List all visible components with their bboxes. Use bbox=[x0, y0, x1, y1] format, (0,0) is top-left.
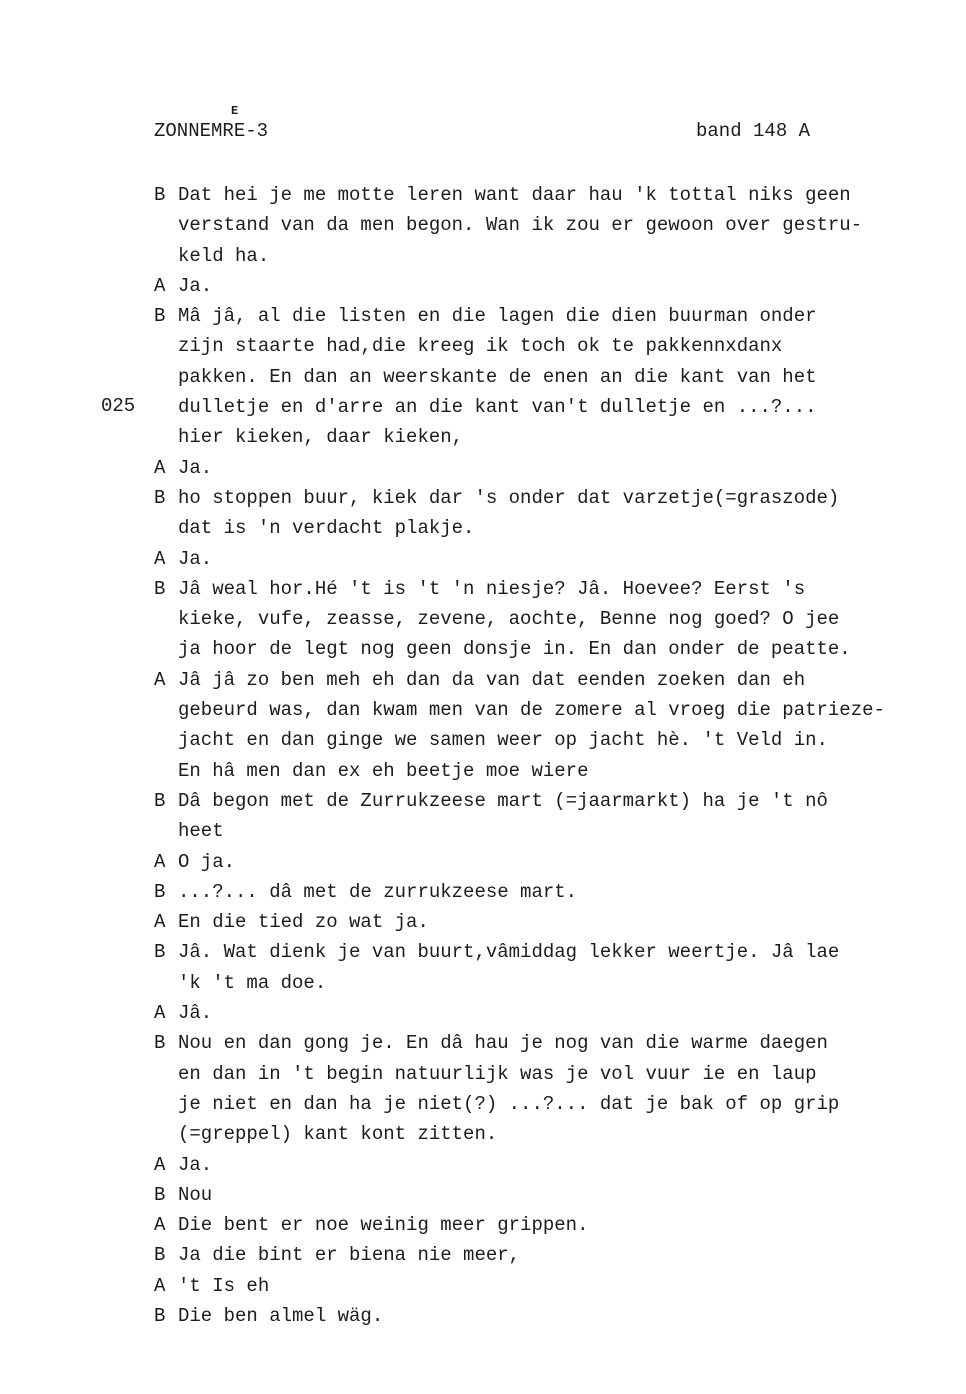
speaker-label: A bbox=[154, 911, 166, 934]
transcript-turn bbox=[154, 180, 934, 271]
utterance-line: ...?... dâ met de zurrukzeese mart. bbox=[178, 880, 578, 903]
transcript-turn bbox=[154, 1210, 934, 1240]
utterance bbox=[178, 847, 934, 877]
utterance-line: heet bbox=[178, 820, 224, 843]
utterance-line: Nou bbox=[178, 1183, 213, 1206]
transcript-turn bbox=[154, 301, 934, 452]
utterance bbox=[178, 786, 934, 847]
title-text: ZONNEMRE-3 bbox=[154, 120, 269, 142]
utterance bbox=[178, 544, 934, 574]
speaker-label: A bbox=[154, 456, 166, 479]
utterance-line: Jâ jâ zo ben meh eh dan da van dat eenden zoeken dan eh bbox=[178, 668, 806, 691]
transcript-turn bbox=[154, 937, 934, 998]
transcript-turn bbox=[154, 907, 934, 937]
speaker-label: B bbox=[154, 1304, 166, 1327]
utterance-line: Mâ jâ, al die listen en die lagen die dien buurman onder bbox=[178, 305, 817, 328]
speaker-label: B bbox=[154, 1183, 166, 1206]
speaker-label: A bbox=[154, 850, 166, 873]
speaker-label: A bbox=[154, 668, 166, 691]
speaker-label: B bbox=[154, 305, 166, 328]
utterance-line: pakken. En dan an weerskante de enen an die kant van het bbox=[178, 365, 817, 388]
utterance bbox=[178, 301, 934, 452]
utterance bbox=[178, 1271, 934, 1301]
transcript-turn bbox=[154, 877, 934, 907]
transcript-turn bbox=[154, 665, 934, 786]
transcript-turn bbox=[154, 1150, 934, 1180]
utterance bbox=[178, 180, 934, 271]
utterance bbox=[178, 1028, 934, 1149]
utterance bbox=[178, 1301, 934, 1331]
utterance-line: En hâ men dan ex eh beetje moe wiere bbox=[178, 759, 589, 782]
speaker-label: B bbox=[154, 880, 166, 903]
transcript bbox=[154, 180, 934, 1331]
speaker-label: B bbox=[154, 577, 166, 600]
utterance-line: je niet en dan ha je niet(?) ...?... dat je bak of op grip bbox=[178, 1092, 840, 1115]
utterance bbox=[178, 665, 934, 786]
utterance-line: dulletje en d'arre an die kant van't dulletje en ...?... bbox=[178, 396, 817, 419]
utterance bbox=[178, 271, 934, 301]
utterance-line: jacht en dan ginge we samen weer op jacht hè. 't Veld in. bbox=[178, 729, 828, 752]
transcript-turn bbox=[154, 574, 934, 665]
utterance bbox=[178, 483, 934, 544]
utterance bbox=[178, 1180, 934, 1210]
speaker-label: A bbox=[154, 1002, 166, 1025]
tape-reference: band 148 A bbox=[696, 120, 811, 142]
transcript-turn bbox=[154, 453, 934, 483]
utterance-line: en dan in 't begin natuurlijk was je vol vuur ie en laup bbox=[178, 1062, 817, 1085]
utterance-line: Dat hei je me motte leren want daar hau 'k tottal niks geen bbox=[178, 184, 851, 206]
utterance-line: Dâ begon met de Zurrukzeese mart (=jaarmarkt) ha je 't nô bbox=[178, 789, 828, 812]
speaker-label: A bbox=[154, 274, 166, 297]
utterance bbox=[178, 998, 934, 1028]
utterance-line: Die ben almel wäg. bbox=[178, 1304, 384, 1327]
speaker-label: A bbox=[154, 1153, 166, 1176]
transcript-turn bbox=[154, 847, 934, 877]
utterance-line: dat is 'n verdacht plakje. bbox=[178, 517, 475, 540]
transcript-turn bbox=[154, 786, 934, 847]
utterance bbox=[178, 1150, 934, 1180]
transcript-turn bbox=[154, 998, 934, 1028]
utterance bbox=[178, 877, 934, 907]
utterance-line: gebeurd was, dan kwam men van de zomere al vroeg die patrieze- bbox=[178, 699, 885, 722]
utterance-line: verstand van da men begon. Wan ik zou er gewoon over gestru- bbox=[178, 214, 863, 237]
line-marker: 025 bbox=[101, 395, 136, 417]
transcript-turn bbox=[154, 1301, 934, 1331]
utterance-line: Jâ. bbox=[178, 1002, 213, 1025]
title-handwritten-correction: E bbox=[231, 104, 239, 118]
utterance-line: kieke, vufe, zeasse, zevene, aochte, Benne nog goed? O jee bbox=[178, 608, 840, 631]
utterance-line: hier kieken, daar kieken, bbox=[178, 426, 464, 449]
utterance bbox=[178, 937, 934, 998]
utterance-line: Die bent er noe weinig meer grippen. bbox=[178, 1214, 589, 1237]
transcript-turn bbox=[154, 1271, 934, 1301]
utterance bbox=[178, 1240, 934, 1270]
utterance-line: keld ha. bbox=[178, 244, 270, 267]
utterance bbox=[178, 453, 934, 483]
transcript-turn bbox=[154, 1180, 934, 1210]
speaker-label: B bbox=[154, 1032, 166, 1055]
utterance-line: En die tied zo wat ja. bbox=[178, 911, 429, 934]
speaker-label: A bbox=[154, 1274, 166, 1297]
transcript-turn bbox=[154, 483, 934, 544]
utterance-line: (=greppel) kant kont zitten. bbox=[178, 1123, 498, 1146]
speaker-label: B bbox=[154, 941, 166, 964]
document-title bbox=[154, 104, 269, 142]
utterance-line: Nou en dan gong je. En dâ hau je nog van die warme daegen bbox=[178, 1032, 828, 1055]
transcript-turn bbox=[154, 1240, 934, 1270]
speaker-label: B bbox=[154, 789, 166, 812]
utterance-line: Ja. bbox=[178, 274, 213, 297]
utterance-line: 'k 't ma doe. bbox=[178, 971, 327, 994]
utterance bbox=[178, 1210, 934, 1240]
utterance-line: Ja. bbox=[178, 1153, 213, 1176]
transcript-turn bbox=[154, 544, 934, 574]
utterance-line: ja hoor de legt nog geen donsje in. En dan onder de peatte. bbox=[178, 638, 851, 661]
utterance-line: Jâ weal hor.Hé 't is 't 'n niesje? Jâ. Hoevee? Eerst 's bbox=[178, 577, 806, 600]
utterance-line: O ja. bbox=[178, 850, 236, 873]
utterance-line: 't Is eh bbox=[178, 1274, 270, 1297]
speaker-label: B bbox=[154, 1244, 166, 1267]
utterance bbox=[178, 907, 934, 937]
utterance-line: Ja. bbox=[178, 547, 213, 570]
transcript-turn bbox=[154, 1028, 934, 1149]
utterance-line: Ja die bint er biena nie meer, bbox=[178, 1244, 521, 1267]
utterance-line: zijn staarte had,die kreeg ik toch ok te pakkennxdanx bbox=[178, 335, 783, 358]
utterance bbox=[178, 574, 934, 665]
speaker-label: A bbox=[154, 1214, 166, 1237]
utterance-line: Jâ. Wat dienk je van buurt,vâmiddag lekker weertje. Jâ lae bbox=[178, 941, 840, 964]
speaker-label: B bbox=[154, 486, 166, 509]
utterance-line: ho stoppen buur, kiek dar 's onder dat varzetje(=graszode) bbox=[178, 486, 840, 509]
transcript-turn bbox=[154, 271, 934, 301]
speaker-label: A bbox=[154, 547, 166, 570]
utterance-line: Ja. bbox=[178, 456, 213, 479]
speaker-label: B bbox=[154, 184, 166, 206]
